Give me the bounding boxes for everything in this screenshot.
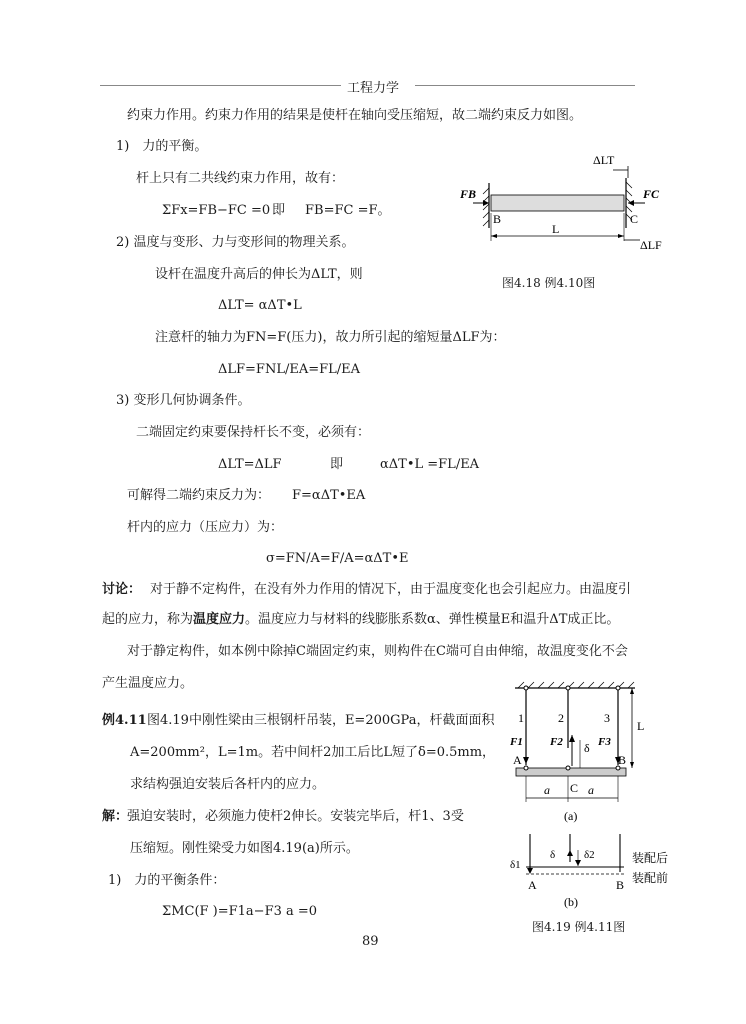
text-line: 注意杆的轴力为FN=F(压力)，故力所引起的缩短量ΔLF为：: [155, 330, 506, 345]
L-label: L: [552, 222, 560, 236]
F1-label: F1: [510, 736, 523, 748]
emphasis-term: 温度应力: [193, 612, 246, 627]
text-line: 约束力作用。约束力作用的结果是使杆在轴向受压缩短，故二端约束反力如图。: [127, 108, 583, 123]
L-arrow-right: [618, 234, 624, 238]
section-heading: 1) 力的平衡条件：: [108, 873, 226, 888]
figure-4-19b: [500, 832, 700, 912]
equation: ΣFx=FB−FC =0: [162, 203, 271, 218]
B-label: B: [493, 212, 502, 226]
figure-4-18-caption: 图4.18 例4.10图: [502, 276, 596, 290]
section-heading: 1) 力的平衡。: [116, 139, 208, 154]
d2-label: δ2: [584, 849, 595, 861]
equation: ΔLT= αΔT•L: [218, 298, 302, 313]
solution-label: 解：: [102, 809, 129, 824]
pin-1: [524, 686, 528, 690]
equation-connector: 即: [272, 203, 286, 218]
equation: F=αΔT•EA: [292, 488, 366, 503]
rod-1-label: 1: [518, 711, 524, 725]
text-line: 压缩短。刚性梁受力如图4.19(a)所示。: [130, 841, 359, 856]
equation: ΔLF=FNL/EA=FL/EA: [218, 362, 361, 377]
equation: ΔLT=ΔLF: [218, 457, 282, 472]
example-label: 例4.11: [102, 713, 147, 728]
text-line: 设杆在温度升高后的伸长为ΔLT，则: [155, 267, 363, 282]
F3-label: F3: [598, 736, 611, 748]
A-label: A: [513, 753, 522, 767]
subfig-b-label: (b): [564, 895, 578, 909]
text-line: 求结构强迫安装后各杆内的应力。: [130, 777, 326, 792]
L-arrow-top: [630, 688, 634, 694]
delta-label: δ: [584, 741, 590, 755]
section-heading: 2) 温度与变形、力与变形间的物理关系。: [116, 235, 355, 250]
text-line: 对于静定构件，如本例中除掉C端固定约束，则构件在C端可自由伸缩，故温度变化不会: [127, 644, 628, 659]
header-title: 工程力学: [341, 81, 405, 96]
bar: [491, 195, 624, 211]
pin-C: [566, 766, 570, 770]
text-span: 。温度应力与材料的线膨胀系数α、弹性模量E和温升ΔT成正比。: [245, 612, 620, 627]
section-heading: 3) 变形几何协调条件。: [116, 393, 251, 408]
pin-2: [566, 686, 570, 690]
text-line: 图4.19中刚性梁由三根钢杆吊装，E=200GPa，杆截面面积: [147, 713, 495, 728]
text-line: A=200mm²，L=1m。若中间杆2加工后比L短了δ=0.5mm，: [130, 745, 496, 760]
equation: FB=FC =F。: [305, 203, 391, 218]
d-label: δ: [550, 849, 556, 861]
equation: αΔT•L =FL/EA: [380, 457, 480, 472]
text-line: 可解得二端约束反力为：: [127, 488, 271, 503]
d-arrow: [567, 850, 573, 856]
subfig-a-label: (a): [564, 809, 578, 823]
A-label-b: A: [528, 878, 537, 892]
text-line: 强迫安装时，必须施力使杆2伸长。安装完毕后，杆1、3受: [127, 809, 464, 824]
L-arrow-bottom: [630, 762, 634, 768]
rod-2-label: 2: [558, 711, 564, 725]
FB-label: FB: [460, 187, 477, 201]
pin-3: [616, 686, 620, 690]
text-line: [102, 612, 619, 628]
equation: σ=FN/A=F/A=αΔT•E: [266, 551, 409, 566]
text-line: 杆上只有二共线约束力作用，故有：: [136, 171, 345, 186]
text-span: 起的应力，称为: [102, 612, 194, 627]
dLF-label: ΔLF: [640, 238, 662, 252]
text-line: 二端固定约束要保持杆长不变，必须有：: [136, 425, 371, 440]
before-label: 装配前: [632, 871, 669, 885]
page-header: [0, 77, 746, 96]
F1-arrowhead: [523, 757, 529, 764]
equation: ΣMC(F )=F1a−F3 a =0: [162, 904, 318, 919]
page-number: 89: [362, 934, 379, 949]
equation-connector: 即: [330, 457, 344, 472]
text-line: 杆内的应力（压应力）为：: [127, 520, 284, 535]
dLT-label: ΔLT: [593, 153, 615, 167]
C-label: C: [570, 781, 579, 795]
a-left-label: a: [544, 783, 550, 797]
F2-label: F2: [550, 736, 563, 748]
rod-3-label: 3: [604, 711, 610, 725]
figure-4-19-caption: 图4.19 例4.11图: [532, 920, 626, 934]
rigid-beam: [516, 768, 626, 776]
d1-arrow: [527, 868, 533, 874]
pin-A: [524, 766, 528, 770]
discussion-label: 讨论：: [102, 582, 142, 597]
text-line: 对于静不定构件，在没有外力作用的情况下，由于温度变化也会引起应力。由温度引: [150, 582, 632, 597]
L-label: L: [637, 719, 645, 733]
F2-arrowhead: [569, 735, 575, 742]
figure-4-19a: [500, 680, 670, 840]
figure-4-18: [455, 148, 675, 258]
d1-label: δ1: [510, 859, 521, 871]
FC-label: FC: [643, 187, 660, 201]
L-arrow-left: [491, 234, 497, 238]
a-right-label: a: [588, 783, 594, 797]
B-label: B: [618, 753, 627, 767]
left-wall-hatch: [483, 188, 489, 226]
text-line: 产生温度应力。: [102, 676, 194, 691]
C-label: C: [630, 212, 639, 226]
after-label: 装配后: [632, 851, 669, 865]
B-label-b: B: [616, 878, 625, 892]
